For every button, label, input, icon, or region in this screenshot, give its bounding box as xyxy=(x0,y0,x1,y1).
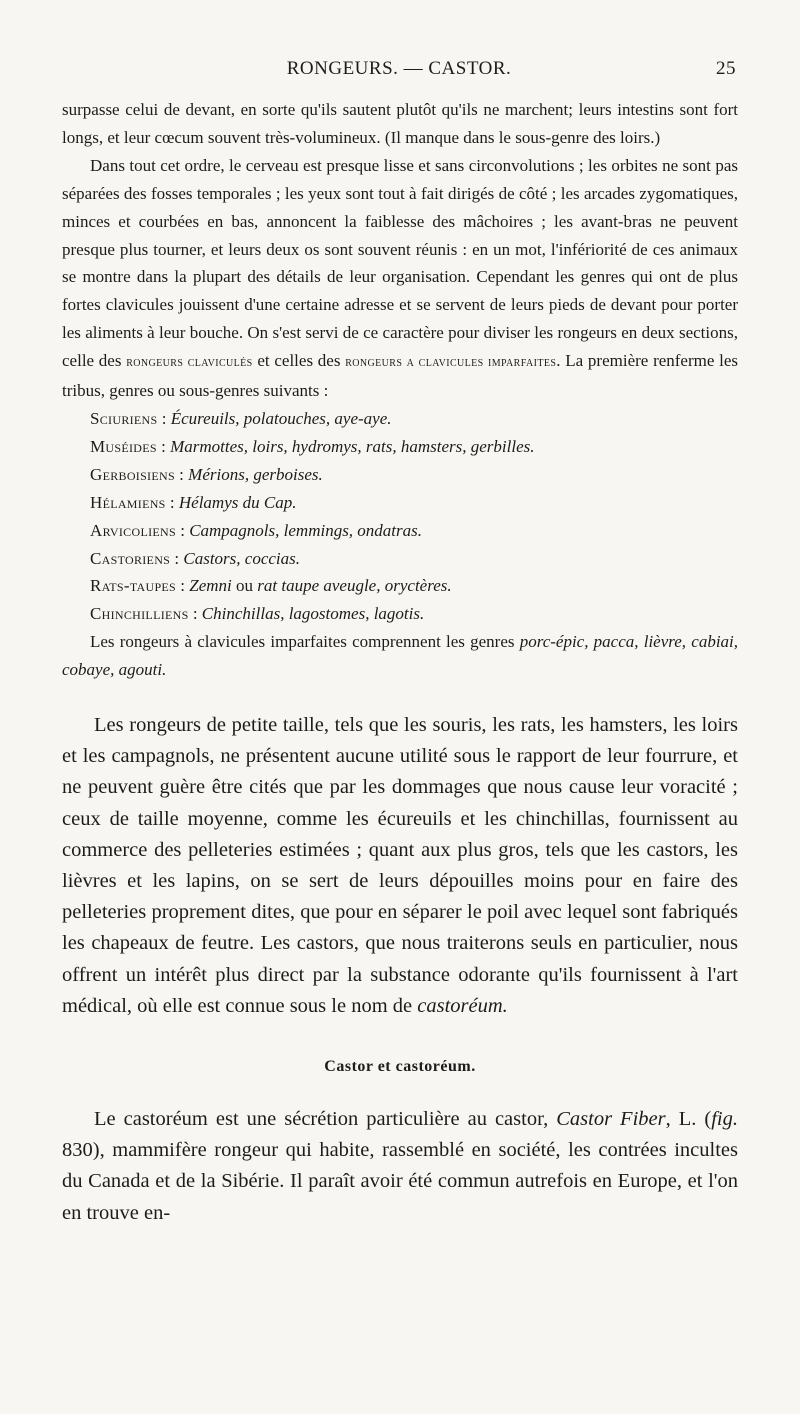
paragraph-3-text: Les rongeurs à clavicules imparfaites comprennent les genres xyxy=(90,632,515,652)
tribe-separator: : xyxy=(188,604,202,624)
tribe-genera: Hélamys du Cap. xyxy=(178,492,297,512)
tribe-name: Hélamiens xyxy=(90,492,166,512)
paragraph-5-text-1: Le castoréum est une sécrétion particulière au castor, xyxy=(94,1108,549,1131)
page-body xyxy=(62,96,738,1229)
term-rongeurs-a-clavicules-imparfaites: rongeurs a clavicules imparfaites xyxy=(345,355,557,371)
list-item xyxy=(62,517,738,545)
tribe-list xyxy=(62,405,738,628)
tribe-separator: : xyxy=(156,436,171,456)
paragraph-2-text-1: Dans tout cet ordre, le cerveau est presque lisse et sans circonvolutions ; les orbites ne sont pas séparées des fosses temporales ; les yeux sont tout à fait dirigés de côté ; les arcades zygomatiques, minces et courbées en bas, annoncent la faiblesse des mâchoires ; les avant-bras ne peuvent presque plus tourner, et leurs deux os sont souvent réunis : en un mot, l'infériorité de ces animaux se montre dans la plupart des détails de leur organisation. Cependant les genres qui ont de plus fortes clavicules jouissent d'une certaine adresse et se servent de leurs pieds de devant pour porter les aliments à leur bouche. On s'est servi de ce caractère pour diviser les rongeurs en deux sections, celle des xyxy=(62,155,738,371)
paragraph-2-text-2: et celles des xyxy=(257,351,341,371)
tribe-separator: : xyxy=(176,576,190,596)
list-item xyxy=(62,572,738,600)
small-print-section xyxy=(62,96,738,684)
paragraph-5-text-2: , L. ( xyxy=(665,1108,712,1131)
species-name: Castor Fiber xyxy=(556,1108,666,1131)
paragraph-3-genera: porc-épic, pacca, lièvre, cabiai, cobaye, agouti. xyxy=(62,632,739,680)
tribe-genera: Mérions, gerboises. xyxy=(188,464,323,484)
section-heading: Castor et castoréum. xyxy=(324,1058,476,1076)
tribe-separator: : xyxy=(157,408,171,428)
tribe-separator: : xyxy=(170,548,184,568)
paragraph-5-text-3: 830), mammifère rongeur qui habite, rassemblé en société, les contrées incultes du Canada et de la Sibérie. Il paraît avoir été commun autrefois en Europe, et l'on en trouve en- xyxy=(62,1139,738,1224)
tribe-genera: Écureuils, polatouches, aye-aye. xyxy=(170,408,392,428)
tribe-genera: Marmottes, loirs, hydromys, rats, hamsters, gerbilles. xyxy=(170,436,535,456)
paragraph-3 xyxy=(62,628,738,684)
tribe-name: Rats-taupes xyxy=(90,576,177,596)
list-item xyxy=(62,461,738,489)
paragraph-4-text: Les rongeurs de petite taille, tels que les souris, les rats, les hamsters, les loirs et les campagnols, ne présentent aucune utilité sous le rapport de leur fourrure, et ne peuvent guère être cités que par les dommages que nous cause leur voracité ; ceux de taille moyenne, comme les écureuils et les chinchillas, fournissent au commerce des pelleteries estimées ; quant aux plus gros, tels que les castors, les lièvres et les lapins, on se sert de leurs dépouilles moins pour en faire des pelleteries proprement dites, que pour en séparer le poil avec lequel sont fabriqués les chapeaux de feutre. Les castors, que nous traiterons seuls en particulier, nous offrent un intérêt plus direct par la substance odorante qu'ils fournissent à l'art médical, où elle est connue sous le nom de xyxy=(62,714,738,1017)
tribe-separator: : xyxy=(175,520,190,540)
tribe-genera-pre: Zemni xyxy=(189,576,232,596)
paragraph-1: surpasse celui de devant, en sorte qu'ils sautent plutôt qu'ils ne marchent; leurs intestins sont fort longs, et leur cœcum souvent très-volumineux. (Il manque dans le sous-genre des loirs.) xyxy=(62,100,738,147)
list-item xyxy=(62,405,738,433)
tribe-genera: rat taupe aveugle, oryctères. xyxy=(257,576,452,596)
list-item xyxy=(62,600,738,628)
tribe-separator: : xyxy=(165,492,179,512)
header-title: RONGEURS. — CASTOR. xyxy=(286,58,512,79)
tribe-genera: Campagnols, lemmings, ondatras. xyxy=(189,520,423,540)
term-rongeurs-clavicules: rongeurs claviculés xyxy=(126,355,253,371)
list-item xyxy=(62,433,738,461)
tribe-name: Gerboisiens xyxy=(90,464,175,484)
paragraph-5 xyxy=(62,1104,738,1229)
figure-reference: fig. xyxy=(711,1108,738,1131)
term-castoreum: castoréum. xyxy=(417,994,508,1017)
large-print-section xyxy=(62,710,738,1229)
tribe-name: Chinchilliens xyxy=(90,604,189,624)
paragraph-2 xyxy=(62,152,738,405)
tribe-genera: Chinchillas, lagostomes, lagotis. xyxy=(201,604,425,624)
tribe-name: Sciuriens xyxy=(90,408,158,428)
list-item xyxy=(62,489,738,517)
page-number: 25 xyxy=(716,58,736,79)
tribe-separator: : xyxy=(174,464,189,484)
tribe-genera-mid: ou xyxy=(231,576,258,596)
paragraph-4 xyxy=(62,710,738,1022)
tribe-name: Arvicoliens xyxy=(90,520,176,540)
running-header xyxy=(62,58,736,84)
tribe-name: Muséides xyxy=(90,436,157,456)
tribe-name: Castoriens xyxy=(90,548,171,568)
list-item xyxy=(62,545,738,573)
tribe-genera: Castors, coccias. xyxy=(183,548,301,568)
paragraph-2-text-3: . La première renferme les tribus, genres ou sous-genres suivants : xyxy=(62,351,739,401)
